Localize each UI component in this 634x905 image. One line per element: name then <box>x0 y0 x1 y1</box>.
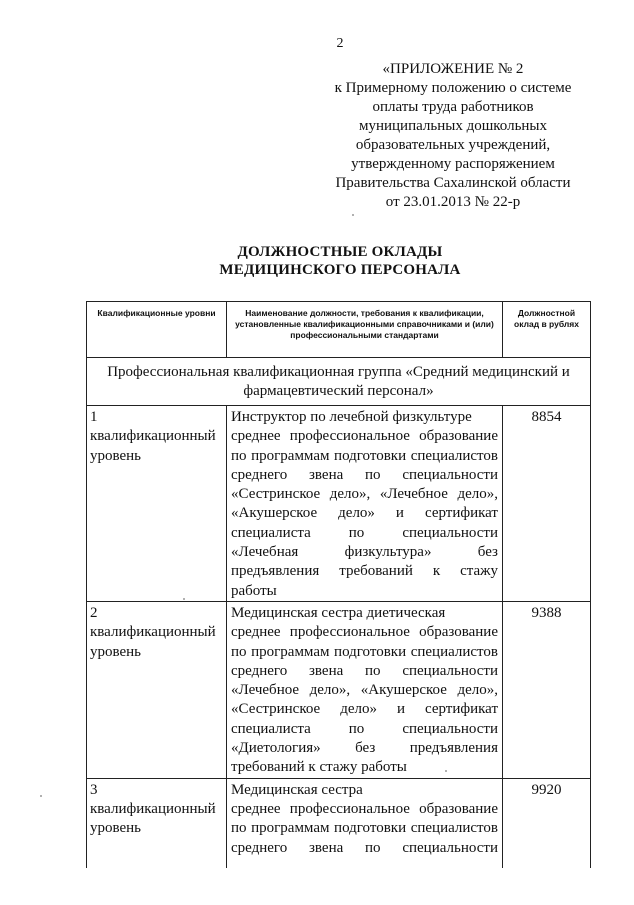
position-line: требований к стажу работы <box>231 759 407 776</box>
position-line: среднего звена по специальности <box>231 466 498 483</box>
document-title <box>0 243 634 279</box>
appendix-line: Правительства Сахалинской области <box>335 175 571 191</box>
position-line: среднее профессиональное образование <box>231 624 498 641</box>
position-cell <box>227 601 503 778</box>
appendix-block <box>300 60 606 212</box>
position-line: среднее профессиональное образование <box>231 800 498 817</box>
qualification-level-cell <box>87 601 227 778</box>
table-row <box>87 406 591 602</box>
position-line: предъявления требований к стажу <box>231 563 498 580</box>
position-line: среднего звена по специальности <box>231 662 498 679</box>
group-label: Профессиональная квалификационная группа «Средний медицинский и фармацевтический персонал» <box>87 358 591 406</box>
qualification-level-cell <box>87 778 227 868</box>
appendix-line: от 23.01.2013 № 22-р <box>385 194 521 210</box>
salary-cell: 9388 <box>503 601 591 778</box>
position-cell <box>227 778 503 868</box>
appendix-line: муниципальных дошкольных <box>358 118 548 134</box>
position-line: работы <box>231 582 277 599</box>
table-header-row <box>87 302 591 358</box>
position-line: по программам подготовки специалистов <box>231 447 498 464</box>
level-word: уровень <box>90 643 142 660</box>
scan-speck <box>352 214 354 216</box>
salary-table <box>86 301 591 868</box>
position-line: Медицинская сестра <box>231 781 363 798</box>
appendix-line: «ПРИЛОЖЕНИЕ № 2 <box>382 61 524 77</box>
title-line: МЕДИЦИНСКОГО ПЕРСОНАЛА <box>219 262 461 278</box>
position-line: «Сестринское дело» и сертификат <box>231 701 498 718</box>
level-number: 3 <box>90 781 98 798</box>
appendix-line: образовательных учреждений, <box>355 137 551 153</box>
position-line: по программам подготовки специалистов <box>231 820 498 837</box>
level-word: уровень <box>90 447 142 464</box>
position-line: специалиста по специальности <box>231 720 498 737</box>
position-line: «Лечебная физкультура» без <box>231 544 498 561</box>
level-word: квалификационный <box>90 624 216 641</box>
appendix-line: утвержденному распоряжением <box>351 156 555 172</box>
position-line: среднее профессиональное образование <box>231 428 498 445</box>
appendix-line: к Примерному положению о системе <box>334 80 572 96</box>
header-salary: Должностной оклад в рублях <box>503 302 591 358</box>
position-line: «Диетология» без предъявления <box>231 740 498 757</box>
appendix-line: оплаты труда работников <box>372 99 534 115</box>
level-number: 1 <box>90 409 98 425</box>
position-line: «Сестринское дело», «Лечебное дело», <box>231 486 498 503</box>
position-line: «Лечебное дело», «Акушерское дело», <box>231 682 498 699</box>
level-word: квалификационный <box>90 800 216 817</box>
level-word: квалификационный <box>90 428 216 445</box>
table-row <box>87 778 591 868</box>
header-qualification-levels: Квалификационные уровни <box>87 302 227 358</box>
position-line: Инструктор по лечебной физкультуре <box>231 409 472 425</box>
scan-speck <box>445 770 447 772</box>
scan-speck <box>183 598 185 600</box>
salary-cell: 9920 <box>503 778 591 868</box>
position-line: по программам подготовки специалистов <box>231 643 498 660</box>
title-line: ДОЛЖНОСТНЫЕ ОКЛАДЫ <box>237 244 443 260</box>
page-number: 2 <box>336 36 344 51</box>
position-line: специалиста по специальности <box>231 524 498 541</box>
header-position-requirements: Наименование должности, требования к квалификации, установленные квалификационными справочниками и (или) профессиональными стандартами <box>227 302 503 358</box>
qualification-level-cell <box>87 406 227 602</box>
scan-speck <box>40 795 42 797</box>
position-line: Медицинская сестра диетическая <box>231 604 446 621</box>
salary-cell: 8854 <box>503 406 591 602</box>
table-row <box>87 601 591 778</box>
level-word: уровень <box>90 820 142 837</box>
group-row <box>87 358 591 406</box>
position-line: среднего звена по специальности <box>231 839 498 856</box>
level-number: 2 <box>90 604 98 621</box>
position-line: «Акушерское дело» и сертификат <box>231 505 498 522</box>
position-cell <box>227 406 503 602</box>
